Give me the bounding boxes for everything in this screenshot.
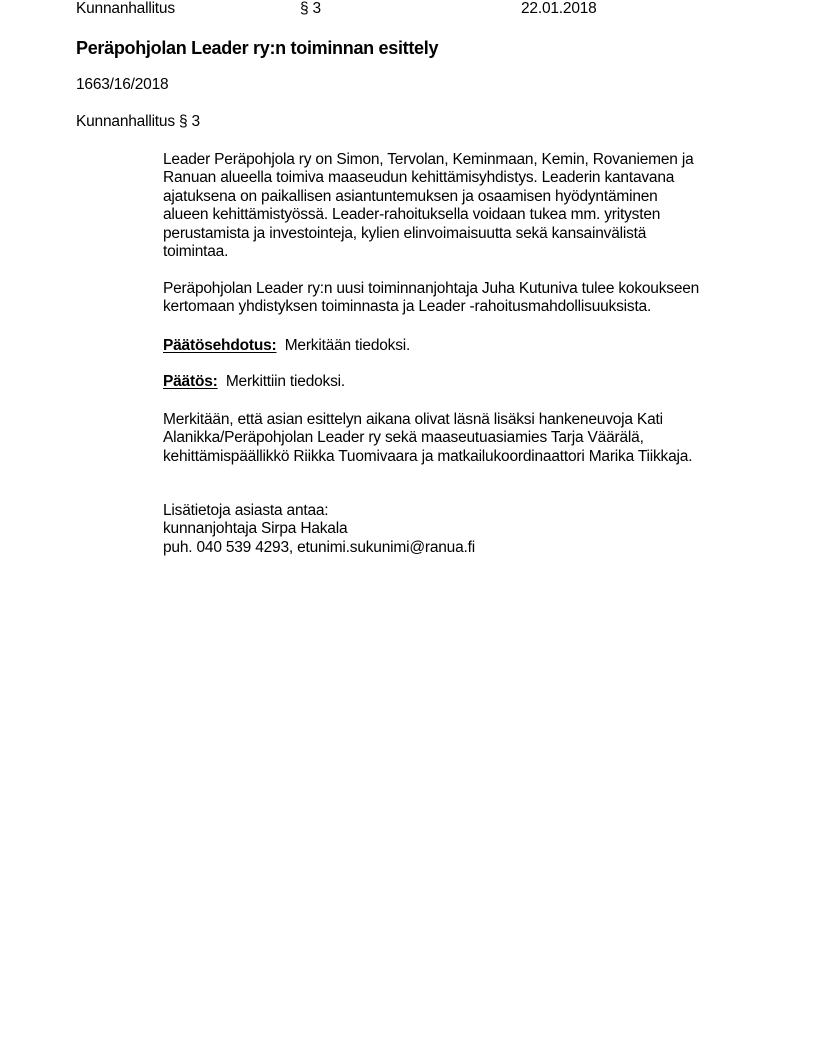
text-line: Leader Peräpohjola ry on Simon, Tervolan, Keminmaan, Kemin, Rovaniemen ja [163,151,694,168]
text-line: ajatuksena on paikallisen asiantuntemuksen ja osaamisen hyödyntäminen [163,188,658,205]
proposal-label: Päätösehdotus: [163,337,277,354]
contact-details: puh. 040 539 4293, etunimi.sukunimi@ranua.fi [163,539,475,556]
decision [163,373,345,391]
text-line: kertomaan yhdistyksen toiminnasta ja Leader -rahoitusmahdollisuuksista. [163,298,652,315]
proposal-text: Merkitään tiedoksi. [284,337,411,354]
section-reference: Kunnanhallitus § 3 [76,113,200,130]
contact-person: kunnanjohtaja Sirpa Hakala [163,520,348,537]
text-line: Peräpohjolan Leader ry:n uusi toiminnanjohtaja Juha Kutuniva tulee kokoukseen [163,280,700,297]
text-line: toimintaa. [163,243,229,260]
contact-heading: Lisätietoja asiasta antaa: [163,502,329,519]
page-title: Peräpohjolan Leader ry:n toiminnan esittely [76,38,439,58]
text-line: alueen kehittämistyössä. Leader-rahoituksella voidaan tukea mm. yritysten [163,206,661,223]
case-number: 1663/16/2018 [76,76,169,93]
text-line: Merkitään, että asian esittelyn aikana olivat läsnä lisäksi hankeneuvoja Kati [163,411,663,428]
text-line: Alanikka/Peräpohjolan Leader ry sekä maaseutuasiamies Tarja Väärälä, [163,429,644,446]
text-line: kehittämispäällikkö Riikka Tuomivaara ja matkailukoordinaattori Marika Tiikkaja. [163,448,693,465]
text-line: Ranuan alueella toimiva maaseudun kehittämisyhdistys. Leaderin kantavana [163,169,675,186]
header-section: § 3 [300,0,321,17]
decision-label: Päätös: [163,373,218,390]
header-date: 22.01.2018 [521,0,597,17]
decision-text: Merkittiin tiedoksi. [225,373,345,390]
proposal [163,337,410,355]
text-line: perustamista ja investointeja, kylien elinvoimaisuutta sekä kansainvälistä [163,225,647,242]
header-body: Kunnanhallitus [76,0,175,17]
